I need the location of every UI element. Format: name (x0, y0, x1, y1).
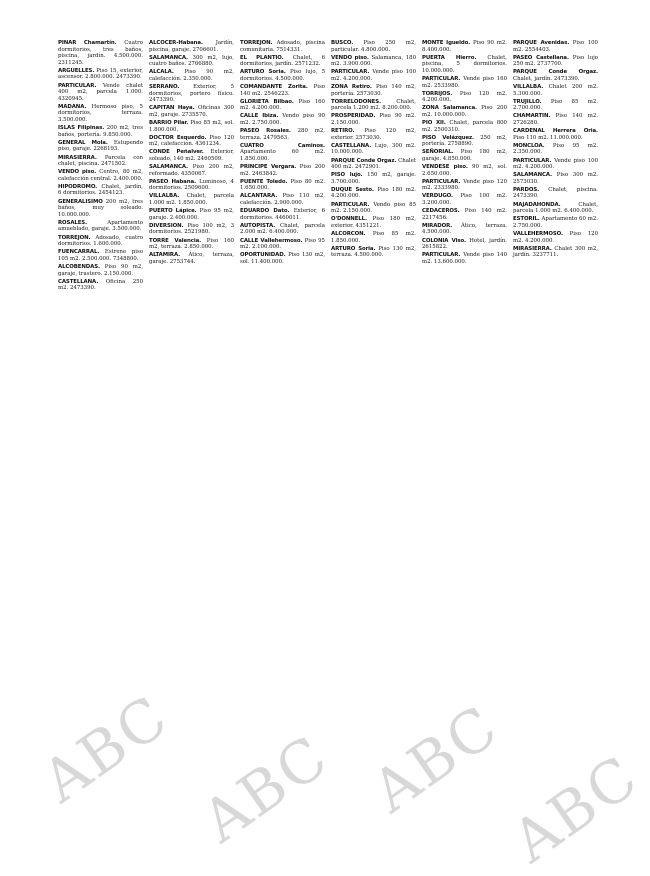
ad-body: Piso 95 m2, garaje. 2.400.000. (149, 208, 234, 221)
ad-heading: ALCALA. (149, 69, 174, 76)
classified-ad (58, 40, 143, 66)
classified-ad (149, 55, 234, 68)
classified-ad (240, 128, 325, 141)
ad-body: Hotel, jardín. 2615822. (422, 237, 508, 251)
ad-heading: PARQUE Conde Orgaz. (513, 69, 598, 76)
classified-ad (513, 172, 598, 185)
ad-body: Chalet, parcela 1.000 m2. 6.400.000. (513, 201, 598, 215)
ad-heading: RETIRO. (331, 128, 355, 135)
ad-body: Piso 120 m2. 4.200.000. (422, 90, 507, 104)
ad-body: Piso 120 m2. 4.200.000. (513, 230, 598, 244)
ad-body: Piso 85 m2. 2.700.000. (513, 98, 599, 112)
ad-body: Piso 180 m2, exterior. 4351221. (331, 216, 416, 229)
ad-body: Chalet 400 m2. 2472901. (331, 157, 416, 171)
ad-body: Chalet, parcela 1.000 m2. 1.850.000. (149, 193, 234, 207)
ad-heading: OPORTUNIDAD. (240, 252, 286, 259)
ad-heading: PARQUE Avenidas. (513, 40, 570, 46)
ad-heading: TORRELODONES. (331, 98, 381, 105)
ad-body: Piso 140 m2. 2217456. (422, 208, 507, 221)
column-2 (149, 40, 234, 840)
ad-body: Exterior, 6 dormitorios. 4460011. (240, 208, 326, 221)
ad-body: Piso 140 m2, portería. 2573030. (331, 84, 416, 97)
ad-heading: DOCTOR Esquerdo. (149, 134, 207, 141)
ad-body: Piso 110 m2. 11.000.000. (513, 134, 583, 141)
ad-heading: CARDENAL Herrera Oria. (513, 128, 598, 135)
ad-body: 250 m2, portería. 2758890. (422, 134, 507, 148)
ad-heading: CALLE Ibiza. (240, 113, 279, 120)
classified-ad (240, 238, 325, 251)
classified-ad (58, 140, 143, 153)
ad-heading: ALCORCON. (331, 230, 366, 237)
classified-ad (422, 149, 507, 162)
ad-body: Piso 130 m2, terraza. 4.500.000. (331, 245, 416, 259)
ad-heading: PASEO Rosales. (240, 128, 291, 135)
classified-ad (149, 120, 234, 133)
classified-ad (149, 149, 234, 162)
ad-body: Piso 90 m2, garaje, trastero. 2.150.000. (58, 263, 143, 277)
classified-ad (149, 193, 234, 206)
ad-body: Piso 100 m2. 2554403. (513, 40, 598, 53)
ad-body: Oficinas 300 m2, garaje. 2735570. (149, 105, 234, 118)
ad-heading: FUENCARRAL. (58, 249, 100, 256)
ad-body: 90 m2, sol. 2.650.000. (422, 164, 507, 177)
ad-body: Ático, terraza, garaje. 2753744. (149, 252, 234, 265)
ad-body: Vende piso 100 m2. 4.200.000. (513, 157, 598, 171)
classified-ad (331, 84, 416, 97)
classified-ad (240, 40, 325, 53)
classified-ad (513, 187, 598, 200)
ad-heading: MADANA. (58, 103, 87, 110)
ad-body: Vendo piso 85 m2. 2.150.000. (331, 201, 416, 215)
classified-ad (331, 216, 416, 229)
ad-body: Piso 90 m2. 2.150.000. (331, 113, 416, 127)
ad-body: Hermoso piso, 5 dormitorios, terraza. 3.500.000. (58, 103, 143, 124)
classified-ad (422, 135, 507, 148)
classified-ad (240, 179, 325, 192)
ad-heading: SALAMANCA. (513, 172, 552, 179)
ad-heading: PUERTO Lápice. (149, 208, 197, 215)
ad-body: Exterior, 5 dormitorios, portero físico. 2473390. (149, 84, 235, 104)
ad-body: Piso 200 m2. 2463842. (240, 164, 325, 177)
ad-heading: GENERAL Mola. (58, 139, 108, 146)
classified-ad (58, 83, 143, 103)
classified-ad (513, 158, 598, 171)
ad-body: Chalet, jardín, 6 dormitorios. 2454123. (58, 183, 143, 197)
ad-heading: CALLE Vallehermoso. (240, 237, 303, 244)
ad-heading: PRINCIPE Vergara. (240, 164, 297, 171)
ad-heading: DIVERSION. (149, 222, 184, 229)
classified-ad (422, 120, 507, 133)
classified-ad (513, 246, 598, 259)
classified-ad (331, 172, 416, 185)
ad-heading: PARTICULAR. (58, 82, 97, 89)
ad-heading: VERDUGO. (422, 193, 453, 200)
ad-body: Chalet 300 m2, jardín. 3237711. (513, 245, 598, 259)
ad-heading: ESTORIL. (513, 216, 540, 223)
classified-ad (331, 143, 416, 156)
ad-heading: BUSCO. (331, 40, 354, 46)
ad-heading: TRUJILLO. (513, 98, 542, 105)
classified-ad (149, 252, 234, 265)
ad-heading: SALAMANCA. (149, 54, 188, 61)
ad-body: Piso 100 m2. 3.200.000. (422, 193, 507, 207)
watermark: ABC (190, 722, 341, 856)
classified-ad (513, 216, 598, 229)
ad-body: Piso 180 m2, garaje. 4.850.000. (422, 149, 507, 162)
ad-heading: CASTELLANA. (331, 142, 372, 149)
ad-body: 280 m2, terraza. 2479563. (240, 128, 325, 141)
ad-body: Vende piso 100 m2. 4.200.000. (331, 69, 416, 82)
ad-body: Vende piso 160 m2. 2533980. (422, 75, 507, 89)
ad-heading: PUERTA Hierro. (422, 54, 477, 61)
ad-body: Estrene piso 105 m2. 2.500.000. 7348800. (58, 249, 144, 262)
ad-body: Piso lujo 250 m2. 2737700. (513, 54, 598, 68)
ad-heading: EDUARDO Dato. (240, 208, 290, 215)
ad-heading: ZONA Salamanca. (422, 105, 477, 112)
ad-heading: CUATRO Caminos. (240, 142, 325, 149)
ad-body: Piso 110 m2, calefacción. 2.900.000. (240, 193, 325, 207)
ad-body: Centro, 80 m2, calefacción central. 2.400.000. (58, 169, 143, 182)
ad-heading: MIRASIERRA. (58, 154, 97, 161)
ad-body: Piso 160 m2, terraza. 2.850.000. (149, 237, 234, 251)
ad-heading: VENDESE piso. (422, 164, 468, 171)
ad-heading: SALAMANCA. (149, 164, 188, 171)
ad-heading: VALLEHERMOSO. (513, 230, 563, 237)
classified-ad (240, 69, 325, 82)
ad-body: Jardín, piscina, garaje. 2706601. (149, 40, 234, 53)
classified-ad (240, 164, 325, 177)
ad-body: Chalet, parcela 800 m2. 2500310. (422, 120, 507, 133)
classified-ad (240, 113, 325, 126)
classified-ad (240, 252, 325, 265)
classified-ad (513, 202, 598, 215)
classified-ad (149, 84, 234, 104)
ad-heading: CAPITAN Haya. (149, 105, 195, 112)
classified-ad (513, 99, 598, 112)
column-4 (331, 40, 416, 840)
ad-body: Piso 15, exterior, ascensor. 2.800.000. 2473390. (58, 67, 143, 81)
ad-heading: AUTOPISTA. (240, 222, 276, 229)
ad-heading: BARRIO Pilar. (149, 120, 189, 127)
ad-body: Chalet, parcela 2.000 m2. 6.400.000. (240, 222, 325, 236)
classified-ad (58, 125, 143, 138)
classified-ad (58, 235, 143, 248)
ad-heading: CONDE Peñalver. (149, 149, 204, 156)
ad-heading: HIPODROMO. (58, 183, 98, 190)
ad-body: Piso 120 m2, exterior. 2573030. (331, 128, 416, 141)
classified-ad (240, 99, 325, 112)
watermark: ABC (500, 742, 650, 876)
ad-body: Exterior, soleado, 140 m2. 2460509. (149, 149, 235, 162)
ad-body: Chalet 200 m2. 5.300.000. (513, 84, 598, 97)
ad-body: Piso 300 m2. 2573030. (513, 172, 598, 185)
ad-heading: CHAMARTIN. (513, 113, 551, 120)
column-3 (240, 40, 325, 840)
ad-body: Luminoso, 4 dormitorios. 2509600. (149, 178, 234, 192)
ad-heading: ROSALES. (58, 219, 88, 226)
classified-ad (149, 238, 234, 251)
ad-body: 300 m2, lujo, cuatro baños. 2766880. (149, 54, 234, 68)
ad-heading: ARGUELLES. (58, 67, 95, 74)
ad-heading: PARTICULAR. (422, 178, 461, 185)
ad-heading: ARTURO Soria. (240, 69, 286, 76)
ad-heading: CEDACEROS. (422, 208, 460, 215)
classified-ad (149, 208, 234, 221)
classified-ad (58, 264, 143, 277)
ad-body: Ático, terraza. 4.500.000. (422, 222, 507, 236)
ad-heading: MIRASIERRA. (513, 245, 552, 252)
classified-ad (149, 40, 234, 53)
ad-heading: PINAR Chamartín. (58, 40, 117, 46)
ad-heading: TORRIJOS. (422, 90, 453, 97)
ad-body: 150 m2, garaje. 3.700.000. (331, 172, 416, 185)
classified-ad (149, 223, 234, 236)
ad-body: Apartamento amueblado, garaje. 3.500.000. (58, 219, 143, 233)
ad-heading: PARQUE Conde Orgaz. (331, 157, 397, 164)
ad-body: 200 m2, tres baños, muy soleado. 10.000.000. (58, 198, 143, 218)
classified-ad (240, 55, 325, 68)
ad-body: Piso 95 m2. 2.350.000. (513, 142, 598, 156)
ad-heading: PARTICULAR. (422, 75, 461, 82)
classified-ad (331, 231, 416, 244)
ad-body: Piso 95 m2. 2.100.000. (240, 237, 325, 251)
classified-ad (513, 84, 598, 97)
ad-heading: O'DONNELL. (331, 216, 367, 223)
ad-body: Cuatro dormitorios, tres baños, piscina, jardín. 4.500.000. 2311245. (58, 40, 143, 66)
classified-ad (240, 84, 325, 97)
ad-body: Lujo, 300 m2. 10.000.000. (331, 142, 417, 156)
classified-ad (513, 143, 598, 156)
classified-ad (422, 40, 507, 53)
classified-ad (422, 179, 507, 192)
ad-body: Piso 130 m2, sol. 11.400.000. (240, 252, 325, 265)
classified-ad (331, 202, 416, 215)
ad-heading: VILLALBA. (513, 84, 544, 91)
ad-heading: PUENTE Toledo. (240, 178, 288, 185)
ad-heading: ARTURO Soria. (331, 245, 376, 252)
classified-ad (58, 155, 143, 168)
ad-heading: PROSPERIDAD. (331, 113, 376, 120)
classified-ad (331, 128, 416, 141)
classified-ad (331, 99, 416, 112)
classified-ad (422, 76, 507, 89)
ad-body: Chalet, piscina. 2473390. (513, 186, 599, 200)
classified-ad (331, 40, 416, 53)
classified-ad (58, 199, 143, 219)
ad-heading: SERRANO. (149, 84, 180, 91)
ad-body: Vendo piso 90 m2. 2.750.000. (240, 113, 325, 127)
ad-body: Salamanca, 180 m2. 3.900.000. (331, 54, 416, 68)
classified-ad (422, 208, 507, 221)
ad-body: Piso 140 m2. 2726280. (513, 113, 598, 127)
ad-heading: MONTE Igueldo. (422, 40, 471, 46)
ad-heading: ALCOBENDAS. (58, 263, 100, 270)
classified-ad (422, 55, 507, 75)
ad-body: 200 m2, tres baños, portería. 9.850.000. (58, 125, 143, 138)
classified-ad (58, 104, 143, 124)
ad-body: Piso 100 m2, 3 dormitorios. 2521980. (149, 222, 235, 236)
ad-heading: PASEO Habana. (149, 178, 196, 185)
ad-heading: TORREJON. (240, 40, 273, 46)
watermark: ABC (360, 692, 511, 826)
classified-ad (422, 91, 507, 104)
ad-heading: EL PLANTIO. (240, 54, 284, 61)
ad-heading: MONCLOA. (513, 142, 545, 149)
ad-body: Piso 180 m2. 4.200.000. (331, 186, 416, 200)
ad-heading: COMANDANTE Zorita. (240, 84, 308, 91)
classified-ad (331, 246, 416, 259)
ad-body: Estupendo piso, garaje. 2268193. (58, 139, 143, 153)
ad-body: Vende piso 120 m2. 2333980. (422, 178, 507, 192)
classified-ad (422, 193, 507, 206)
ad-heading: PARTICULAR. (422, 252, 461, 259)
classified-ad (513, 113, 598, 126)
ad-body: Piso 120 m2, calefacción. 4361234. (149, 134, 235, 148)
ad-body: Piso 200 m2, reformado. 4350067. (149, 164, 234, 177)
classified-ad (58, 249, 143, 262)
ad-heading: PARDOS. (513, 186, 540, 193)
classified-ad (422, 105, 507, 118)
classified-ad (422, 164, 507, 177)
ad-heading: PIO XII. (422, 120, 446, 127)
classified-ad (149, 69, 234, 82)
classified-ad (58, 220, 143, 233)
classified-ad (331, 113, 416, 126)
classified-ad (331, 55, 416, 68)
ad-heading: PARTICULAR. (513, 157, 552, 164)
ad-body: Piso 85 m2. 1.850.000. (331, 230, 416, 244)
classified-ad (331, 158, 416, 171)
ad-heading: VENDO piso. (331, 54, 369, 61)
classified-ad (513, 231, 598, 244)
ad-heading: VILLALBA. (149, 193, 180, 200)
classified-ad (422, 252, 507, 265)
classified-ad (422, 238, 507, 251)
ad-body: Apartamento 60 m2. 1.850.000. (240, 149, 325, 162)
ad-body: Piso 90 m2. 8.400.000. (422, 40, 507, 53)
ad-body: Apartamento 60 m2. 2.750.000. (513, 216, 598, 229)
ad-body: Chalet, parcela 1.200 m2. 8.200.000. (331, 98, 416, 112)
ad-body: Piso 140 m2. 2546223. (240, 84, 325, 97)
ad-body: Chalet, 6 dormitorios, jardín. 2571232. (240, 54, 325, 68)
ad-body: Adosado, piscina comunitaria. 7514331. (240, 40, 325, 53)
classified-ad (58, 279, 143, 292)
ad-heading: ALCOCER-Habana. (149, 40, 203, 46)
ad-heading: ALCANTARA. (240, 193, 278, 200)
classified-ad (240, 193, 325, 206)
ad-body: Vende piso 140 m2. 13.600.000. (422, 252, 507, 265)
classified-ad (240, 143, 325, 163)
classified-ad (149, 164, 234, 177)
ad-body: Piso 160 m2. 4.200.000. (240, 98, 325, 112)
classified-page (58, 40, 606, 840)
ad-heading: COLONIA Viso. (422, 237, 467, 244)
column-6 (513, 40, 598, 840)
ad-body: Piso 80 m2. 1.650.000. (240, 178, 326, 192)
classified-ad (240, 223, 325, 236)
ad-body: Parcela con chalet, piscina. 2471502. (58, 154, 143, 168)
classified-ad (331, 187, 416, 200)
ad-heading: TORRE Valencia. (149, 237, 202, 244)
classified-ad (240, 208, 325, 221)
ad-heading: PARTICULAR. (331, 69, 370, 76)
classified-ad (513, 40, 598, 53)
column-1 (58, 40, 143, 840)
classified-ad (513, 55, 598, 68)
watermark: ABC (30, 682, 181, 816)
ad-heading: GENERALISIMO (58, 198, 103, 205)
classified-ad (58, 169, 143, 182)
ad-body: Piso 250 m2, particular. 4.800.000. (331, 40, 416, 53)
column-5 (422, 40, 507, 840)
classified-ad (513, 128, 598, 141)
ad-heading: TORREJON. (58, 234, 91, 241)
ad-body: Piso lujo, 5 dormitorios. 4.500.000. (240, 69, 325, 82)
ad-heading: PISO lujo. (331, 172, 363, 179)
classified-ad (149, 179, 234, 192)
ad-body: Chalet, jardín. 2473390. (513, 75, 580, 82)
classified-ad (149, 135, 234, 148)
ad-body: Chalet, piscina, 5 dormitorios. 10.000.000. (422, 54, 507, 74)
ad-body: Vende chalet 400 m2, parcela 1.000. 4320945. (58, 82, 143, 102)
ad-heading: VENDO piso. (58, 169, 97, 176)
ad-heading: ZONA Retiro. (331, 84, 372, 91)
ad-heading: PISO Velázquez. (422, 134, 474, 141)
ad-body: Oficina 250 m2. 2473390. (58, 278, 144, 292)
classified-ad (513, 69, 598, 82)
ad-body: Adosado, cuatro dormitorios. 1.600.000. (58, 234, 144, 248)
classified-ad (331, 69, 416, 82)
classified-ad (58, 184, 143, 197)
ad-body: Piso 90 m2, calefacción. 2.350.000. (149, 69, 234, 82)
ad-heading: PASEO Castellana. (513, 54, 569, 61)
ad-heading: ISLAS Filipinas. (58, 125, 105, 132)
ad-heading: DUQUE Sesto. (331, 186, 374, 193)
ad-heading: ALTAMIRA. (149, 252, 181, 259)
ad-body: Piso 200 m2. 10.000.000. (422, 105, 507, 118)
ad-heading: MIRADOR. (422, 222, 453, 229)
classified-ad (58, 68, 143, 81)
ad-heading: GLORIETA Bilbao. (240, 98, 294, 105)
ad-body: Piso 85 m2, sol. 1.800.000. (149, 120, 234, 133)
ad-heading: PARTICULAR. (331, 201, 370, 208)
classified-ad (422, 223, 507, 236)
ad-heading: MAJADAHONDA. (513, 201, 561, 208)
ad-heading: CASTELLANA. (58, 278, 99, 285)
ad-heading: SEÑORIAL. (422, 149, 454, 156)
classified-ad (149, 105, 234, 118)
